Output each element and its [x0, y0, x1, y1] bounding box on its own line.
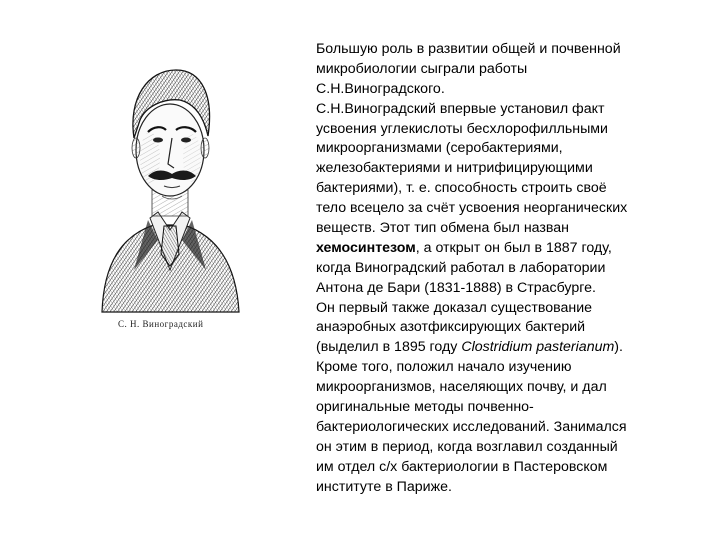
text-segment: Он первый также доказал существование: [316, 299, 593, 316]
text-segment: С.Н.Виноградский впервые установил факт: [316, 100, 605, 117]
text-line: [316, 338, 696, 358]
text-segment: оригинальные методы почвенно-: [316, 399, 534, 416]
text-line: [316, 299, 696, 319]
biography-text: [316, 40, 696, 497]
text-line: [316, 478, 696, 498]
text-segment: веществ. Этот тип обмена был назван: [316, 220, 570, 237]
text-line: [316, 219, 696, 239]
text-line: [316, 438, 696, 458]
text-line: [316, 60, 696, 80]
text-segment: бактериями), т. е. способность строить своё: [316, 180, 607, 197]
text-line: [316, 199, 696, 219]
text-segment: бактериологических исследований. Занимался: [316, 418, 627, 435]
text-line: [316, 179, 696, 199]
text-line: [316, 279, 696, 299]
text-segment: С.Н.Виноградского.: [316, 80, 445, 97]
text-segment: , а открыт он был в 1887 году,: [415, 239, 612, 256]
text-segment: когда Виноградский работал в лаборатории: [316, 259, 606, 276]
text-segment: ).: [614, 339, 623, 356]
text-line: [316, 378, 696, 398]
text-segment: он этим в период, когда возглавил созданный: [316, 438, 618, 455]
text-segment: микроорганизмов, населяющих почву, и дал: [316, 379, 607, 396]
text-line: [316, 458, 696, 478]
text-segment: Кроме того, положил начало изучению: [316, 359, 572, 376]
text-line: [316, 159, 696, 179]
text-line: [316, 318, 696, 338]
text-segment: микроорганизмами (серобактериями,: [316, 140, 563, 157]
text-line: [316, 418, 696, 438]
text-segment: Большую роль в развитии общей и почвенной: [316, 41, 621, 57]
portrait-image: [84, 40, 254, 340]
text-line: [316, 139, 696, 159]
bold-term: хемосинтезом: [316, 239, 416, 256]
text-line: [316, 100, 696, 120]
text-segment: институте в Париже.: [316, 478, 452, 495]
text-line: [316, 80, 696, 100]
text-segment: (выделил в 1895 году: [316, 339, 462, 356]
text-line: [316, 358, 696, 378]
text-line: [316, 259, 696, 279]
text-segment: тело всецело за счёт усвоения неорганических: [316, 200, 628, 217]
text-segment: им отдел с/х бактериологии в Пастеровском: [316, 458, 608, 475]
portrait-engraving: [84, 40, 254, 340]
portrait-caption: С. Н. Виноградский: [118, 319, 204, 329]
text-line: [316, 120, 696, 140]
text-line: [316, 398, 696, 418]
text-segment: Антона де Бари (1831-1888) в Страсбурге.: [316, 279, 596, 296]
text-segment: анаэробных азотфиксирующих бактерий: [316, 319, 586, 336]
italic-term: Clostridium pasterianum: [461, 339, 615, 356]
text-segment: железобактериями и нитрифицирующими: [316, 160, 593, 177]
text-segment: микробиологии сыграли работы: [316, 60, 528, 77]
text-line: [316, 239, 696, 259]
text-segment: усвоения углекислоты бесхлорофилльными: [316, 120, 608, 137]
text-line: [316, 40, 696, 60]
